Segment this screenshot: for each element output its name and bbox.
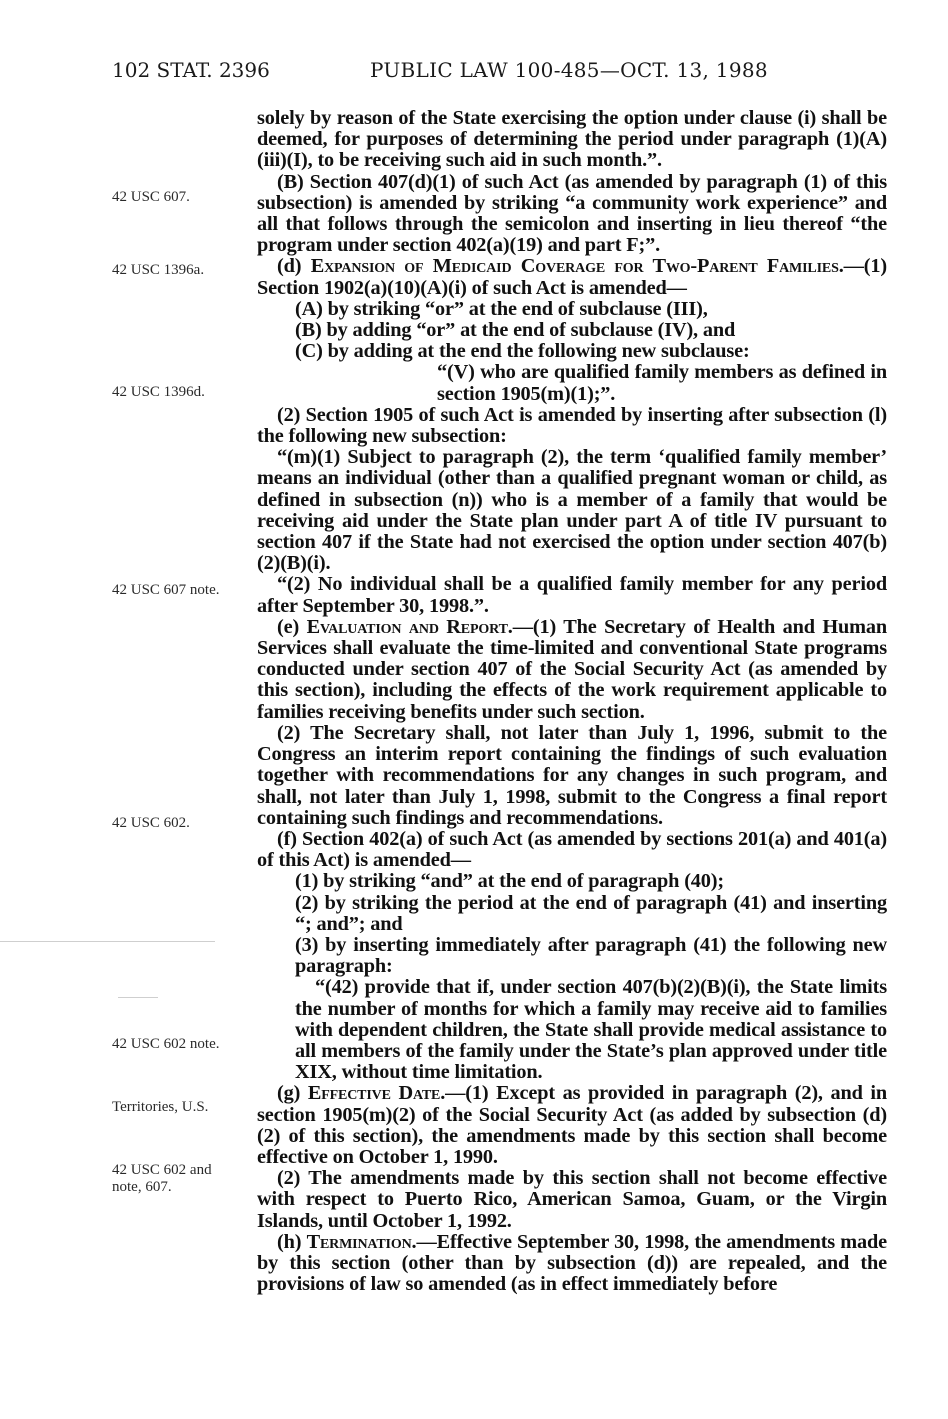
section-heading: Termination. xyxy=(306,1230,417,1253)
margin-note: 42 USC 1396a. xyxy=(112,262,205,278)
paragraph: (2) The Secretary shall, not later than July 1, 1996, submit to the Congress an interim report containing the findings of such evaluation together with recommendations for any changes in such program, and shall, not later than July 1, 1998, submit to the Congress a final report containing such findings and recommendations. xyxy=(257,721,887,829)
paragraph: (B) Section 407(d)(1) of such Act (as amended by paragraph (1) of this subsection) is amended by striking “a community work experience” and all that follows through the semicolon and inserting in lieu thereof “the program under section 402(a)(19) and part F;”. xyxy=(257,170,887,257)
margin-note: 42 USC 602. xyxy=(112,815,190,831)
paragraph: (1) by striking “and” at the end of paragraph (40); xyxy=(295,870,724,893)
paragraph: (C) by adding at the end the following new subclause: xyxy=(295,340,750,363)
paragraph: (A) by striking “or” at the end of subclause (III), xyxy=(295,297,708,320)
section-heading: Evaluation and Report. xyxy=(306,615,513,638)
section-heading: Effective Date. xyxy=(307,1082,446,1105)
paragraph: (g) Effective Date.—(1) Except as provided in paragraph (2), and in section 1905(m)(2) of the Social Security Act (as added by subsection (d)(2) of this section), the amendments made by this section shall become effective on October 1, 1990. xyxy=(257,1082,887,1168)
paragraph: (e) Evaluation and Report.—(1) The Secretary of Health and Human Services shall evaluate the time-limited and conventional State programs conducted under section 407 of the Social Security Act (as amended by this section), including the effects of the work requirement applicable to families receiving benefits under such section. xyxy=(257,615,888,723)
margin-note: 42 USC 602 and note, 607. xyxy=(112,1162,212,1195)
margin-note: 42 USC 607. xyxy=(112,189,190,205)
margin-note: 42 USC 1396d. xyxy=(112,384,205,400)
paragraph: (f) Section 402(a) of such Act (as amended by sections 201(a) and 401(a) of this Act) is amended— xyxy=(257,827,887,872)
scan-rule xyxy=(0,941,215,942)
paragraph: solely by reason of the State exercising the option under clause (i) shall be deemed, for purposes of determining the period under paragraph (1)(A)(iii)(I), to be receiving such aid in such month.”. xyxy=(257,107,887,172)
public-law-citation: PUBLIC LAW 100-485—OCT. 13, 1988 xyxy=(370,58,768,82)
margin-note: 42 USC 607 note. xyxy=(112,582,220,598)
paragraph: “(m)(1) Subject to paragraph (2), the term ‘qualified family member’ means an individual (other than a qualified pregnant woman or child, as defined in subsection (n)) who is a member of a family that would be receiving aid under the State plan under part A of title IV pursuant to section 407 if the State had not exercised the option under section 407(b)(2)(B)(i). xyxy=(257,446,887,575)
paragraph: (B) by adding “or” at the end of subclause (IV), and xyxy=(295,319,736,342)
page-header xyxy=(112,58,888,84)
stat-page-number: 102 STAT. 2396 xyxy=(112,58,270,82)
scan-rule xyxy=(118,997,158,998)
paragraph: (h) Termination.—Effective September 30, 1998, the amendments made by this section (other than by subsection (d)) are repealed, and the provisions of law so amended (as in effect immediately before xyxy=(257,1230,887,1296)
paragraph: (2) Section 1905 of such Act is amended by inserting after subsection (l) the following new subsection: xyxy=(257,403,887,448)
section-heading: Expansion of Medicaid Coverage for Two-Parent Families. xyxy=(310,255,844,278)
paragraph: “(42) provide that if, under section 407(b)(2)(B)(i), the State limits the number of months for which a family may receive aid to families with dependent children, the State shall provide medical assistance to all members of the family under the State’s plan approved under title XIX, without time limitation. xyxy=(295,976,887,1084)
statute-body xyxy=(257,108,887,1295)
paragraph: (d) Expansion of Medicaid Coverage for Two-Parent Families.—(1) Section 1902(a)(10)(A)(i) of such Act is amended— xyxy=(257,255,887,299)
paragraph: “(V) who are qualified family members as defined in section 1905(m)(1);”. xyxy=(437,361,887,405)
paragraph: (2) The amendments made by this section shall not become effective with respect to Puerto Rico, American Samoa, Guam, or the Virgin Islands, until October 1, 1992. xyxy=(257,1167,887,1232)
paragraph: (2) by striking the period at the end of paragraph (41) and inserting “; and”; and xyxy=(295,891,887,935)
paragraph: “(2) No individual shall be a qualified family member for any period after September 30, 1998.”. xyxy=(257,573,887,617)
paragraph: (3) by inserting immediately after paragraph (41) the following new paragraph: xyxy=(295,933,887,978)
margin-note: Territories, U.S. xyxy=(112,1099,209,1115)
margin-note: 42 USC 602 note. xyxy=(112,1036,220,1052)
